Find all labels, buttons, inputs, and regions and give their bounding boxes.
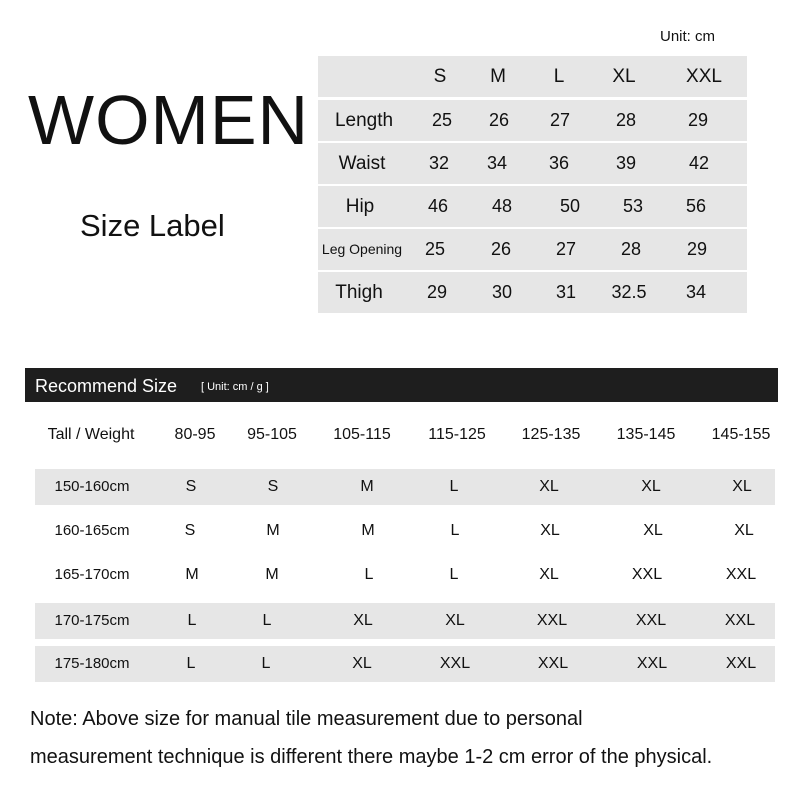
size-value: XL xyxy=(643,522,663,539)
size-header: XL xyxy=(612,66,636,87)
measure-value: 31 xyxy=(555,282,577,302)
size-table-header-row xyxy=(318,56,747,97)
measure-value: 26 xyxy=(490,239,512,259)
size-value: XXL xyxy=(631,566,663,583)
measure-value: 25 xyxy=(424,239,446,259)
size-value: M xyxy=(361,522,375,539)
size-value: XXL xyxy=(439,655,471,672)
size-value: XL xyxy=(445,612,465,629)
page-subtitle: Size Label xyxy=(80,208,225,243)
size-value: XL xyxy=(732,478,752,495)
measure-value: 27 xyxy=(555,239,577,259)
size-value: XXL xyxy=(725,655,757,672)
size-value: M xyxy=(266,522,280,539)
size-value: S xyxy=(185,478,197,495)
measure-value: 28 xyxy=(620,239,642,259)
size-value: L xyxy=(187,612,197,629)
measure-value: 42 xyxy=(688,153,710,173)
size-header: L xyxy=(553,66,565,87)
size-value: XXL xyxy=(725,566,757,583)
measure-value: 29 xyxy=(686,239,708,259)
measure-value: 36 xyxy=(548,153,570,173)
measure-value: 28 xyxy=(615,110,637,130)
recommend-row xyxy=(35,557,775,593)
size-value: XL xyxy=(641,478,661,495)
size-value: XL xyxy=(352,655,372,672)
size-table-row xyxy=(318,186,747,227)
size-value: L xyxy=(449,566,459,583)
size-value: L xyxy=(262,612,272,629)
measure-value: 50 xyxy=(559,196,581,216)
measure-label: Length xyxy=(334,110,394,131)
note-line-1: Note: Above size for manual tile measurement due to personal xyxy=(30,708,583,730)
size-table-row xyxy=(318,229,747,270)
height-label: 175-180cm xyxy=(54,655,130,672)
size-value: L xyxy=(364,566,374,583)
measure-value: 25 xyxy=(431,110,453,130)
corner-header: Tall / Weight xyxy=(47,426,135,443)
size-value: M xyxy=(185,566,199,583)
weight-header: 105-115 xyxy=(333,426,391,443)
measure-value: 27 xyxy=(549,110,571,130)
measure-value: 48 xyxy=(491,196,513,216)
size-value: M xyxy=(265,566,279,583)
size-value: XL xyxy=(734,522,754,539)
note-line-2: measurement technique is different there maybe 1-2 cm error of the physical. xyxy=(30,746,713,768)
weight-header: 125-135 xyxy=(521,426,581,443)
size-value: L xyxy=(450,522,460,539)
recommend-row xyxy=(35,646,775,682)
measure-label: Waist xyxy=(338,153,386,174)
size-value: S xyxy=(184,522,196,539)
size-value: XL xyxy=(540,522,560,539)
weight-header: 80-95 xyxy=(174,426,216,443)
measure-value: 26 xyxy=(488,110,510,130)
measure-label: Thigh xyxy=(335,282,383,303)
size-value: L xyxy=(186,655,196,672)
weight-header: 135-145 xyxy=(616,426,676,443)
size-table-row xyxy=(318,100,747,141)
unit-label: Unit: cm xyxy=(660,28,716,45)
recommend-title: Recommend Size xyxy=(35,376,178,396)
measure-value: 32 xyxy=(428,153,450,173)
size-value: M xyxy=(360,478,374,495)
size-value: XXL xyxy=(636,655,668,672)
height-label: 170-175cm xyxy=(54,612,130,629)
measure-value: 29 xyxy=(426,282,448,302)
measure-label: Hip xyxy=(345,196,375,217)
size-value: XXL xyxy=(536,612,568,629)
size-value: XL xyxy=(539,478,559,495)
recommend-row xyxy=(35,513,775,549)
height-label: 150-160cm xyxy=(54,478,130,495)
measure-value: 39 xyxy=(615,153,637,173)
measure-value: 29 xyxy=(687,110,709,130)
size-value: XXL xyxy=(724,612,756,629)
recommend-row xyxy=(35,469,775,505)
height-label: 160-165cm xyxy=(54,522,130,539)
weight-header: 145-155 xyxy=(711,426,771,443)
size-value: XXL xyxy=(537,655,569,672)
weight-header: 115-125 xyxy=(428,426,486,443)
measure-value: 34 xyxy=(685,282,707,302)
measure-value: 46 xyxy=(427,196,449,216)
measure-value: 30 xyxy=(491,282,513,302)
size-value: XL xyxy=(353,612,373,629)
size-value: L xyxy=(449,478,459,495)
size-value: L xyxy=(261,655,271,672)
page-title: WOMEN xyxy=(28,81,310,159)
recommend-row xyxy=(35,603,775,639)
recommend-unit: [ Unit: cm / g ] xyxy=(201,381,269,393)
measure-label: Leg Opening xyxy=(321,241,403,257)
size-header: M xyxy=(490,66,506,87)
measure-value: 56 xyxy=(685,196,707,216)
size-value: XXL xyxy=(635,612,667,629)
measure-value: 32.5 xyxy=(611,282,647,302)
size-table-row xyxy=(318,143,747,184)
measure-value: 34 xyxy=(486,153,508,173)
recommend-header-bar xyxy=(25,368,778,402)
measure-value: 53 xyxy=(622,196,644,216)
size-header: S xyxy=(433,66,447,87)
weight-header: 95-105 xyxy=(247,426,297,443)
height-label: 165-170cm xyxy=(54,566,130,583)
size-value: S xyxy=(267,478,279,495)
size-table-row xyxy=(318,272,747,313)
size-value: XL xyxy=(539,566,559,583)
size-header: XXL xyxy=(686,66,722,87)
